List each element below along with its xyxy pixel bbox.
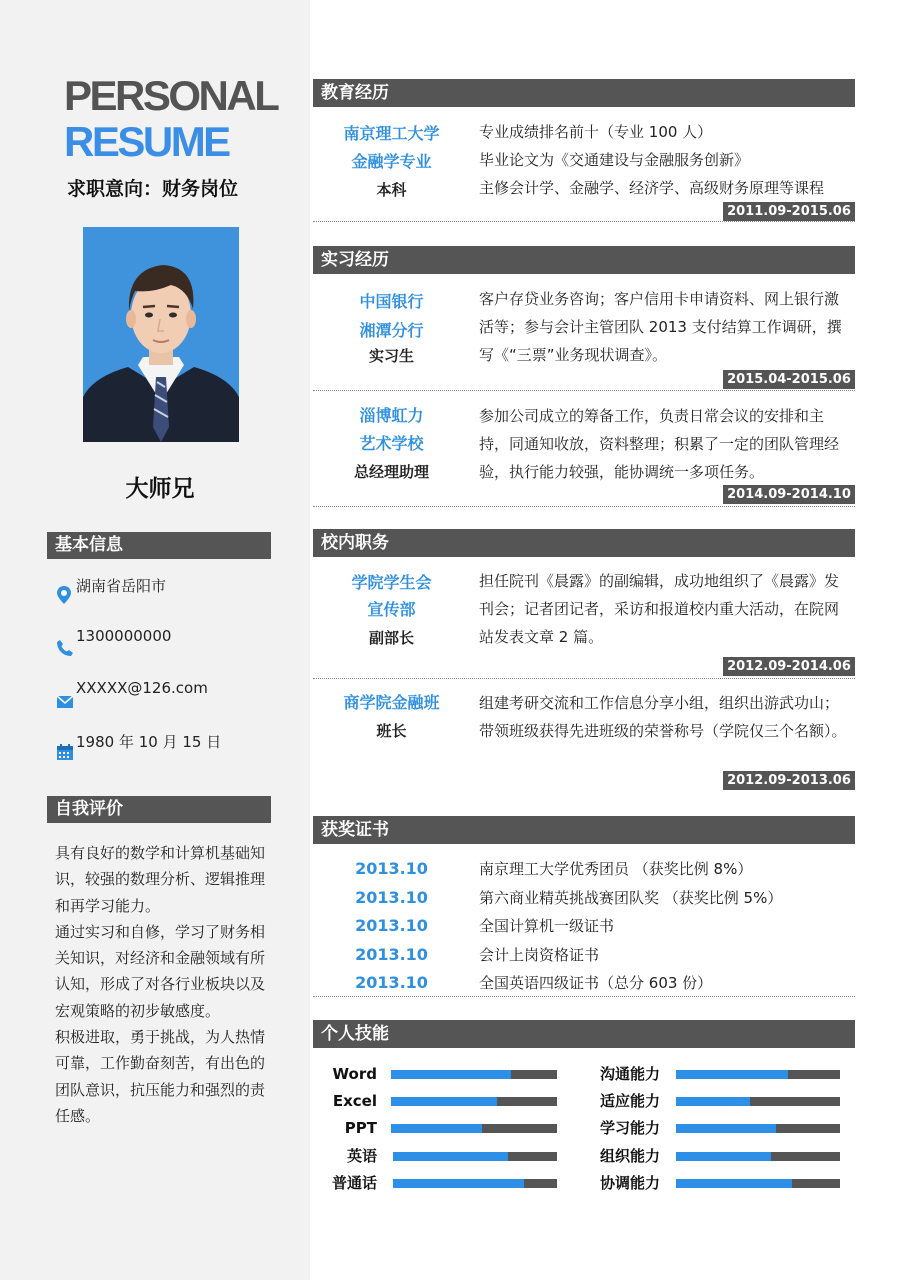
role: 实习生 bbox=[368, 347, 414, 365]
skill-bar-fill bbox=[676, 1124, 776, 1133]
campus-desc: 担任院刊《晨露》的副编辑，成功地组织了《晨露》发刊会；记者团记者，采访和报道校内重大活动，在院网站发表文章 2 篇。 bbox=[479, 572, 840, 646]
school-name: 南京理工大学 bbox=[343, 124, 440, 143]
brand-line-resume: RESUME bbox=[64, 118, 229, 165]
internship-org bbox=[313, 287, 470, 367]
brand-line-personal: PERSONAL bbox=[64, 72, 278, 119]
skill-bar-fill bbox=[676, 1152, 771, 1161]
info-email-text: XXXXX@126.com bbox=[76, 679, 208, 697]
portrait-illustration bbox=[83, 227, 239, 442]
skill-bar-fill bbox=[393, 1152, 508, 1161]
internship-entry bbox=[313, 285, 855, 392]
skill-word bbox=[307, 1064, 567, 1084]
internship-entry bbox=[313, 400, 855, 508]
divider bbox=[313, 678, 855, 679]
skill-communication bbox=[590, 1064, 850, 1084]
info-location-text: 湖南省岳阳市 bbox=[76, 577, 167, 595]
skill-label: PPT bbox=[344, 1119, 377, 1137]
award-year: 2013.10 bbox=[355, 973, 428, 992]
education-detail-line: 专业成绩排名前十（专业 100 人） bbox=[479, 123, 713, 141]
skill-label: 组织能力 bbox=[599, 1147, 660, 1165]
skill-label: Excel bbox=[332, 1092, 377, 1110]
campus-entry bbox=[313, 567, 855, 678]
internship-desc: 客户存贷业务咨询；客户信用卡申请资料、网上银行激活等；参与会计主管团队 2013 支付结算工作调研，撰写《“三票”业务现状调查》。 bbox=[479, 290, 842, 364]
skill-bar-fill bbox=[391, 1097, 497, 1106]
divider bbox=[313, 506, 855, 507]
award-year: 2013.10 bbox=[355, 944, 428, 964]
skill-bar bbox=[676, 1124, 840, 1133]
award-year: 2013.10 bbox=[355, 887, 428, 907]
skill-label: Word bbox=[332, 1065, 377, 1083]
info-email bbox=[56, 679, 276, 719]
award-name: 南京理工大学优秀团员 （获奖比例 8%） bbox=[479, 860, 753, 878]
skill-label: 协调能力 bbox=[599, 1174, 660, 1192]
skill-bar-fill bbox=[391, 1124, 482, 1133]
degree: 本科 bbox=[376, 181, 407, 199]
divider bbox=[313, 221, 855, 222]
education-date: 2011.09-2015.06 bbox=[723, 202, 855, 221]
info-location bbox=[56, 575, 276, 615]
info-phone-text: 1300000000 bbox=[76, 627, 172, 645]
org-name: 商学院金融班 bbox=[343, 693, 440, 712]
skill-bar bbox=[391, 1124, 557, 1133]
skill-learning bbox=[590, 1118, 850, 1138]
divider bbox=[313, 390, 855, 391]
org-name: 淄博虹力 bbox=[359, 406, 424, 425]
basic-info-heading: 基本信息 bbox=[47, 532, 271, 559]
award-item bbox=[313, 912, 855, 940]
award-name: 会计上岗资格证书 bbox=[479, 945, 600, 964]
role: 副部长 bbox=[368, 629, 414, 647]
skill-bar bbox=[676, 1152, 840, 1161]
skill-label: 学习能力 bbox=[599, 1119, 660, 1137]
education-entry bbox=[313, 118, 855, 223]
info-phone bbox=[56, 627, 276, 667]
skill-english bbox=[307, 1146, 567, 1166]
skill-bar-fill bbox=[676, 1179, 792, 1188]
role: 班长 bbox=[376, 722, 407, 740]
award-item bbox=[313, 969, 855, 997]
skill-label: 沟通能力 bbox=[599, 1065, 660, 1083]
org-dept: 宣传部 bbox=[367, 600, 416, 619]
education-heading: 教育经历 bbox=[313, 79, 855, 107]
education-detail-line: 毕业论文为《交通建设与金融服务创新》 bbox=[479, 151, 750, 169]
major-name: 金融学专业 bbox=[351, 152, 432, 171]
award-year: 2013.10 bbox=[355, 859, 428, 878]
self-eval-paragraph: 具有良好的数学和计算机基础知识，较强的数理分析、逻辑推理和再学习能力。 bbox=[55, 844, 266, 915]
campus-entry bbox=[313, 689, 855, 797]
skill-bar bbox=[676, 1097, 840, 1106]
skill-label: 普通话 bbox=[331, 1174, 377, 1192]
skill-bar bbox=[393, 1152, 557, 1161]
role: 总经理助理 bbox=[353, 463, 429, 481]
candidate-name: 大师兄 bbox=[125, 476, 195, 502]
phone-icon bbox=[56, 639, 76, 661]
info-birthday bbox=[56, 731, 276, 771]
org-name: 中国银行 bbox=[359, 292, 424, 311]
award-item bbox=[313, 855, 855, 883]
internship-desc: 参加公司成立的筹备工作，负责日常会议的安排和主持，同通知收放，资料整理；积累了一定的团队管理经验，执行能力较强，能协调统一多项任务。 bbox=[479, 407, 840, 481]
calendar-icon bbox=[56, 743, 76, 765]
org-branch: 艺术学校 bbox=[359, 434, 424, 453]
skill-bar bbox=[393, 1179, 557, 1188]
education-detail-line: 主修会计学、金融学、经济学、高级财务原理等课程 bbox=[479, 179, 825, 197]
skill-organization bbox=[590, 1146, 850, 1166]
education-org bbox=[313, 120, 470, 204]
org-name: 学院学生会 bbox=[351, 573, 432, 592]
info-birthday-text: 1980 年 10 月 15 日 bbox=[76, 733, 222, 751]
skills-heading: 个人技能 bbox=[313, 1020, 855, 1048]
internship-heading: 实习经历 bbox=[313, 246, 855, 274]
skill-bar bbox=[391, 1097, 557, 1106]
skill-label: 适应能力 bbox=[599, 1092, 660, 1110]
skill-label: 英语 bbox=[346, 1147, 377, 1165]
education-details bbox=[479, 118, 851, 202]
award-name: 全国英语四级证书（总分 603 份） bbox=[479, 974, 713, 992]
award-year: 2013.10 bbox=[355, 916, 428, 935]
org-branch: 湘潭分行 bbox=[359, 321, 424, 340]
skill-bar-fill bbox=[676, 1070, 788, 1079]
awards-heading: 获奖证书 bbox=[313, 816, 855, 844]
skill-bar bbox=[676, 1179, 840, 1188]
campus-date: 2012.09-2014.06 bbox=[723, 657, 855, 676]
campus-org bbox=[313, 569, 470, 653]
skill-bar bbox=[676, 1070, 840, 1079]
skill-bar-fill bbox=[391, 1070, 511, 1079]
skill-excel bbox=[307, 1091, 567, 1111]
divider bbox=[313, 996, 855, 997]
award-item bbox=[313, 941, 855, 969]
self-eval-paragraph: 积极进取，勇于挑战，为人热情可靠，工作勤奋刻苦，有出色的团队意识，抗压能力和强烈的责任感。 bbox=[55, 1028, 266, 1125]
internship-date: 2014.09-2014.10 bbox=[723, 485, 855, 504]
campus-org bbox=[313, 689, 470, 745]
profile-photo bbox=[83, 227, 239, 442]
internship-date: 2015.04-2015.06 bbox=[723, 370, 855, 389]
job-objective: 求职意向：财务岗位 bbox=[67, 178, 239, 200]
campus-desc: 组建考研交流和工作信息分享小组，组织出游武功山；带领班级获得先进班级的荣誉称号（学院仅三个名额）。 bbox=[479, 694, 847, 740]
sidebar bbox=[0, 0, 310, 1280]
campus-heading: 校内职务 bbox=[313, 529, 855, 557]
campus-date: 2012.09-2013.06 bbox=[723, 771, 855, 790]
email-icon bbox=[56, 694, 76, 716]
skill-coordination bbox=[590, 1173, 850, 1193]
self-eval-text bbox=[55, 840, 265, 1129]
internship-org bbox=[313, 402, 470, 486]
award-name: 第六商业精英挑战赛团队奖 （获奖比例 5%） bbox=[479, 888, 783, 907]
award-name: 全国计算机一级证书 bbox=[479, 917, 615, 935]
skill-bar-fill bbox=[676, 1097, 750, 1106]
skill-ppt bbox=[307, 1118, 567, 1138]
brand-title bbox=[64, 72, 278, 165]
self-eval-paragraph: 通过实习和自修，学习了财务相关知识，对经济和金融领域有所认知，形成了对各行业板块以及宏观策略的初步敏感度。 bbox=[55, 922, 266, 1020]
location-pin-icon bbox=[56, 585, 76, 607]
self-eval-heading: 自我评价 bbox=[47, 796, 271, 823]
skill-bar bbox=[391, 1070, 557, 1079]
skill-bar-fill bbox=[393, 1179, 524, 1188]
award-item bbox=[313, 884, 855, 912]
skill-adaptability bbox=[590, 1091, 850, 1111]
skill-mandarin bbox=[307, 1173, 567, 1193]
